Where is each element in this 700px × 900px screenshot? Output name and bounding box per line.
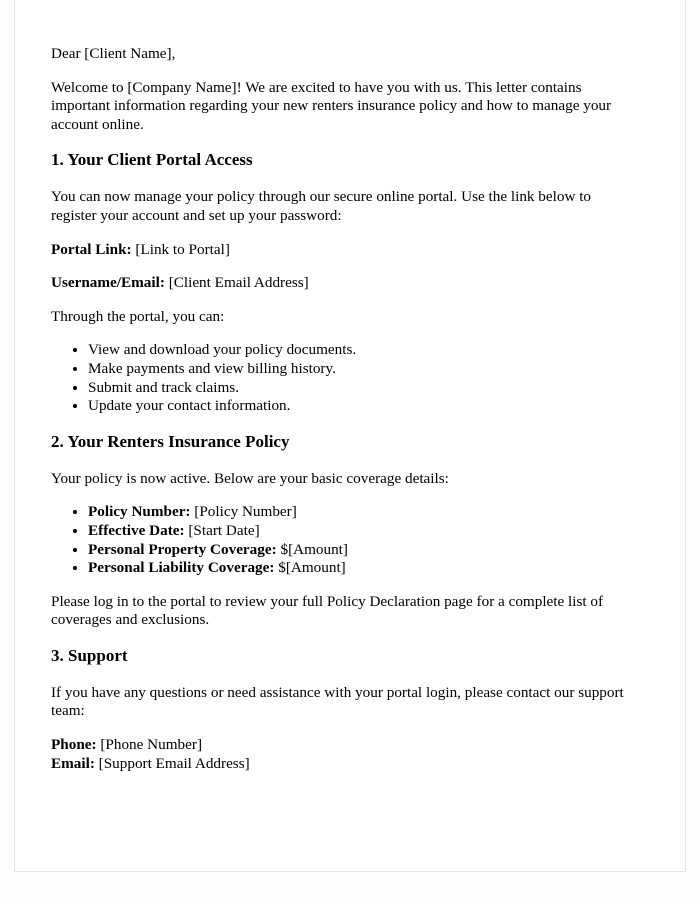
email-value: [Support Email Address]	[94, 754, 250, 772]
list-item	[88, 541, 631, 560]
policy-detail-value: [Policy Number]	[190, 503, 297, 521]
list-item: • Submit and track claims.	[88, 379, 631, 398]
support-intro-paragraph: If you have any questions or need assistance with your portal login, please contact our support team:	[51, 683, 624, 720]
portal-link-line	[51, 241, 631, 260]
phone-line	[51, 736, 631, 755]
portal-link-label: Portal Link:	[51, 240, 132, 258]
policy-intro-paragraph: Your policy is now active. Below are your basic coverage details:	[51, 469, 449, 487]
portal-capabilities-list	[51, 341, 631, 415]
list-item: • View and download your policy documents.	[88, 341, 631, 360]
salutation: Dear [Client Name],	[51, 45, 176, 62]
list-item	[88, 503, 631, 522]
capabilities-intro: Through the portal, you can:	[51, 307, 225, 325]
phone-value: [Phone Number]	[96, 736, 203, 754]
document-page	[14, 0, 686, 872]
list-item	[88, 522, 631, 541]
policy-detail-value: $[Amount]	[274, 559, 346, 577]
portal-link-value: [Link to Portal]	[131, 240, 230, 258]
section-heading-portal-access: 1. Your Client Portal Access	[51, 150, 253, 170]
email-label: Email:	[51, 754, 95, 772]
policy-detail-value: [Start Date]	[184, 521, 260, 539]
list-item	[88, 559, 631, 578]
list-item: • Make payments and view billing history.	[88, 360, 631, 379]
policy-detail-label: Personal Property Coverage:	[88, 540, 277, 558]
username-line	[51, 274, 631, 293]
policy-detail-label: Personal Liability Coverage:	[88, 559, 275, 577]
policy-detail-label: Effective Date:	[88, 521, 185, 539]
policy-detail-label: Policy Number:	[88, 503, 191, 521]
section-heading-support: 3. Support	[51, 645, 128, 665]
policy-details-list	[51, 503, 631, 577]
email-line	[51, 755, 631, 774]
portal-intro-paragraph: You can now manage your policy through our secure online portal. Use the link below to register your account and set up your password:	[51, 188, 592, 224]
support-contact-block	[51, 736, 631, 773]
username-value: [Client Email Address]	[164, 274, 309, 292]
section-heading-policy: 2. Your Renters Insurance Policy	[51, 431, 290, 451]
username-label: Username/Email:	[51, 274, 165, 292]
list-item: • Update your contact information.	[88, 397, 631, 416]
policy-detail-value: $[Amount]	[276, 540, 348, 558]
intro-paragraph: Welcome to [Company Name]! We are excited to have you with us. This letter contains important information regarding your new renters insurance policy and how to manage your account online.	[51, 78, 612, 133]
policy-note-paragraph: Please log in to the portal to review your full Policy Declaration page for a complete list of coverages and exclusions.	[51, 592, 604, 629]
phone-label: Phone:	[51, 736, 97, 754]
